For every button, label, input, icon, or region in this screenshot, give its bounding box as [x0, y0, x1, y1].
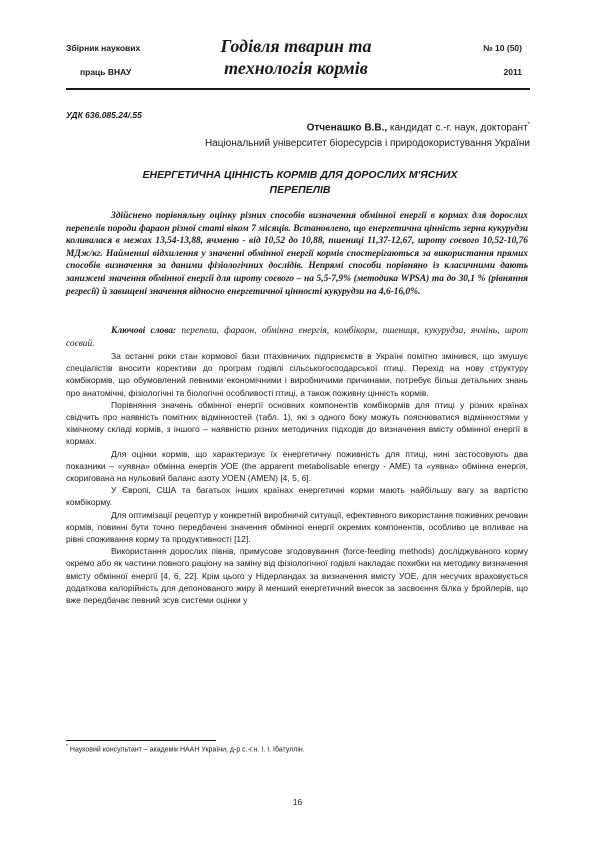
header-university-label: праць ВНАУ	[80, 67, 132, 77]
body-paragraph: У Європі, США та багатьох інших країнах енергетичні корми мають найбільшу вагу за вартістю комбікорму.	[66, 485, 528, 508]
author-footnote-mark: *	[527, 122, 530, 128]
keywords-text: перепели, фараон, обмінна енергія, комбікорм, пшениця, кукурудза, ячмінь, шрот соєвий.	[66, 326, 529, 349]
article-title-line: ПЕРЕПЕЛІВ	[269, 184, 331, 196]
keywords	[66, 325, 528, 350]
article-title-line: ЕНЕРГЕТИЧНА ЦІННІСТЬ КОРМІВ ДЛЯ ДОРОСЛИХ М'ЯСНИХ	[142, 169, 458, 181]
abstract: Здійснено порівняльну оцінку різних способів визначення обмінної енергії в кормах для дорослих перепелів породи фараон різної статі віком 7 місяців. Встановлено, що енергетична цінність зерна кукурудзи коливалася в межах 13,54-13,88, ячменю - від 10,52 до 10,88, пшениці 11,37-12,67, шроту соєвого 10,52-10,76 МДж/кг. Найменші відхилення у значенні обмінної енергії кормів спостерігаються за використання прямих способів визначення за даними фізіологічних дослідів. Непрямі способи порівняно із класичними дають занижені значення обмінної енергії для шроту соєвого – на 5,5-7,9% (методика WPSA) та до 30,1 % (рівняння регресії) й завищені значення відносно енергетичної цінності кукурудзи на 4,6-16,0%.	[66, 211, 528, 297]
udc-code: УДК 636.085.24/.55	[66, 110, 142, 120]
footnote	[66, 744, 528, 753]
footnote-mark: *	[66, 744, 68, 750]
page-number: 16	[292, 797, 303, 807]
header-divider	[66, 88, 530, 90]
body-paragraph: За останні роки стан кормової бази птахівничих підприємств в Україні помітно змінився, що змушує спеціалістів вносити корективи до програм годівлі сільськогосподарської птиці. Перехід на нову структуру комбікормів, що обумовлений певними економічними і виробничими причинами, потребує більш детальних знань про анатомічні, фізіологічні та біологічні особливості птиці, а також поживну цінність кормів.	[66, 351, 528, 398]
header-journal-title-line1: Годівля тварин та	[220, 36, 372, 56]
header-year: 2011	[503, 67, 522, 77]
article-title	[80, 168, 520, 198]
author-name: Отченашко В.В.,	[306, 122, 388, 134]
header-journal-title-line2: технологія кормів	[224, 58, 368, 78]
author-degree: кандидат с.-г. наук, докторант	[387, 122, 528, 134]
running-header	[66, 36, 530, 84]
footnote-divider	[66, 740, 216, 741]
header-collection-label: Збірник наукових	[66, 43, 141, 53]
author-line	[307, 122, 530, 133]
body-paragraph: Порівняння значень обмінної енергії основних компонентів комбікормів для птиці у різних країнах свідчить про наявність помітних відмінностей (табл. 1), які з одного боку можуть пояснюватися відмінностями у хімічному складі кормів, з іншого – наявністю різних методичних підходів до визначення вмісту обмінної енергії в кормах.	[66, 399, 528, 447]
keywords-label: Ключові слова:	[111, 326, 177, 336]
body-paragraph: Використання дорослих півнів, примусове згодовування (force-feeding methods) досліджуваного корму окремо або як частини повного раціону на заміну від фізіологічної годівлі накладає похибки на методику визначення вмісту обмінної енергії [4, 6, 22]. Крім цього у Нідерландах за визначення вмісту УОЕ, для несучих враховується додаткова калорійність для депонованого жиру й менший енергетичний внесок за засвоєння білка у бройлерів, що вже передбачає певний зсув системи оцінки у	[66, 546, 528, 606]
institution: Національний університет біоресурсів і природокористування України	[204, 138, 530, 149]
body-paragraph: Для оцінки кормів, що характеризує їх енергетичну поживність для птиці, нині застосовують два показники – «уявна» обмінна енергія УОЕ (the apparent metabolisable energy - AME) та «уявна» обмінна енергія, скоригована на нульовий баланс азоту УОЕN (AMEN) [4, 5, 6].	[66, 448, 528, 484]
body-paragraph: Для оптимізації рецептур у конкретній виробничій ситуації, ефективного використання поживних речовин кормів, повинні бути точно передбачені значення обмінної енергії окремих компонентів, особливо це впливає на рівні споживання корму та продуктивності [12].	[66, 509, 528, 545]
header-issue-number: № 10 (50)	[483, 43, 522, 53]
footnote-text: Науковий консультант – академік НААН України, д-р с.-г.н. І. І. Ібатуллін.	[67, 746, 305, 754]
article-body	[66, 350, 528, 606]
